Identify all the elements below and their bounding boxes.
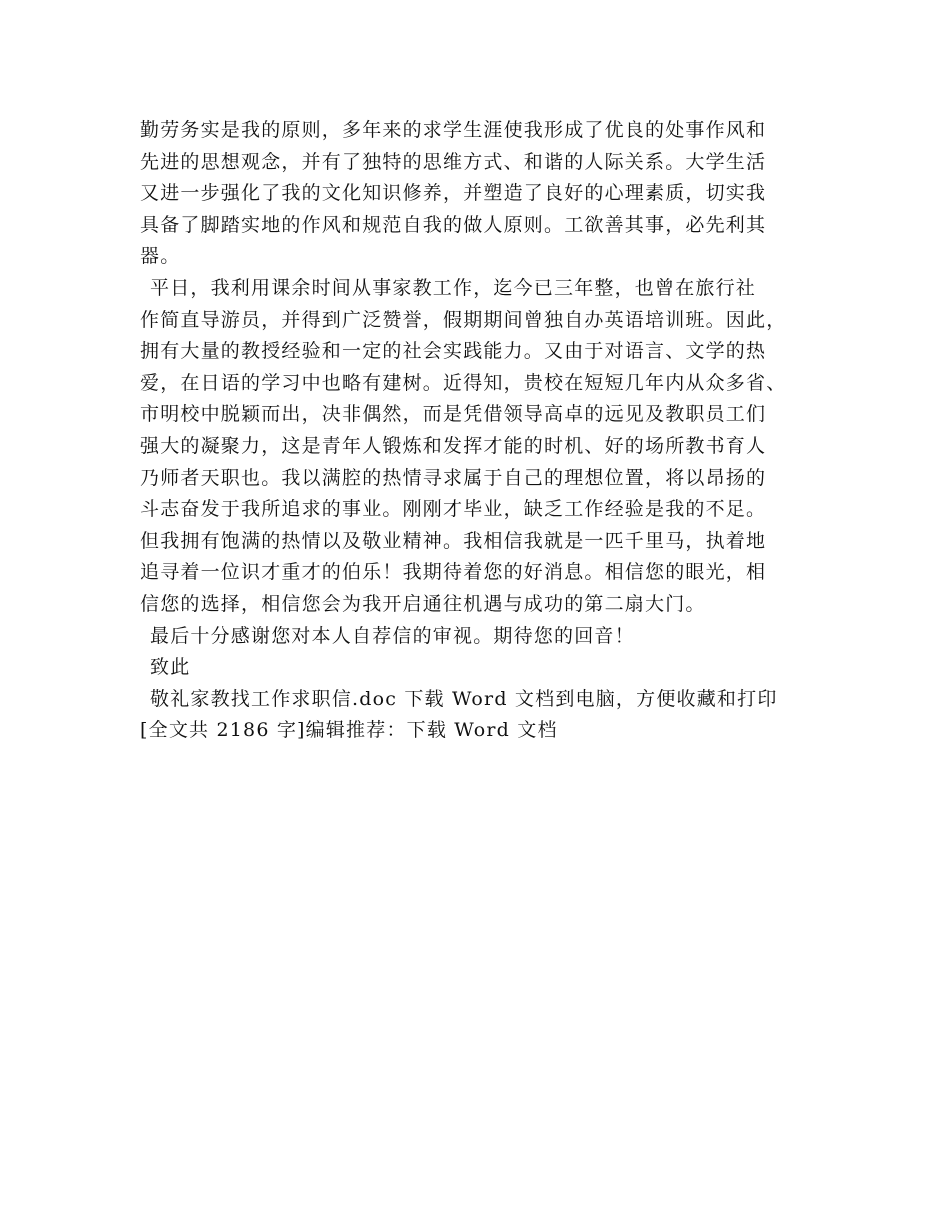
paragraph-line: 信您的选择，相信您会为我开启通往机遇与成功的第二扇大门。 <box>140 592 706 615</box>
paragraph-line: 平日，我利用课余时间从事家教工作，迄今已三年整，也曾在旅行社 <box>150 276 757 299</box>
paragraph-line: 乃师者天职也。我以满腔的热情寻求属于自己的理想位置，将以昂扬的 <box>140 466 767 489</box>
closing-line: 最后十分感谢您对本人自荐信的审视。期待您的回音！ <box>150 624 635 647</box>
salutation-line: 致此 <box>150 656 191 679</box>
word-count-note: [全文共 2186 字]编辑推荐：下载 Word 文档 <box>140 719 558 742</box>
paragraph-line: 先进的思想观念，并有了独特的思维方式、和谐的人际关系。大学生活 <box>140 150 767 173</box>
paragraph-line: 作简直导游员，并得到广泛赞誉，假期期间曾独自办英语培训班。因此， <box>140 308 787 331</box>
paragraph-line: 勤劳务实是我的原则，多年来的求学生涯使我形成了优良的处事作风和 <box>140 119 767 141</box>
paragraph-line: 但我拥有饱满的热情以及敬业精神。我相信我就是一匹千里马，执着地 <box>140 529 767 552</box>
paragraph-line: 斗志奋发于我所追求的事业。刚刚才毕业，缺乏工作经验是我的不足。 <box>140 498 767 521</box>
paragraph-line: 器。 <box>140 245 181 268</box>
paragraph-line: 爱，在日语的学习中也略有建树。近得知，贵校在短短几年内从众多省、 <box>140 371 787 394</box>
paragraph-line: 市明校中脱颖而出，决非偶然，而是凭借领导高卓的远见及教职员工们 <box>140 403 767 426</box>
paragraph-line: 具备了脚踏实地的作风和规范自我的做人原则。工欲善其事，必先利其 <box>140 213 767 236</box>
paragraph-line: 拥有大量的教授经验和一定的社会实践能力。又由于对语言、文学的热 <box>140 340 767 363</box>
body-text <box>140 115 840 747</box>
paragraph-line: 强大的凝聚力，这是青年人锻炼和发挥才能的时机、好的场所教书育人 <box>140 434 767 457</box>
paragraph-line: 追寻着一位识才重才的伯乐！我期待着您的好消息。相信您的眼光，相 <box>140 561 767 584</box>
download-note: 敬礼家教找工作求职信.doc 下载 Word 文档到电脑，方便收藏和打印 <box>150 687 778 710</box>
paragraph-line: 又进一步强化了我的文化知识修养，并塑造了良好的心理素质，切实我 <box>140 182 767 205</box>
